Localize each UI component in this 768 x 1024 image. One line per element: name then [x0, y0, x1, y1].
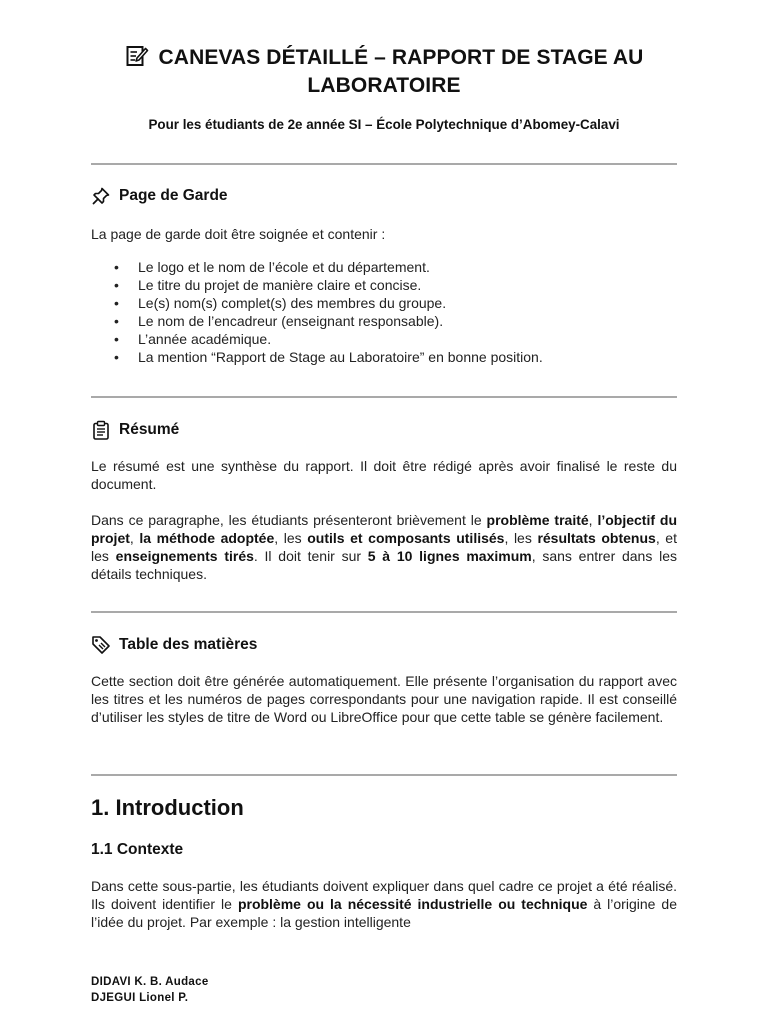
divider — [91, 396, 677, 398]
section-heading-page-de-garde — [91, 186, 228, 206]
list-item: • La mention “Rapport de Stage au Laboratoire” en bonne position. — [91, 348, 677, 366]
memo-icon — [125, 44, 149, 68]
section-intro: La page de garde doit être soignée et contenir : — [91, 226, 386, 242]
title-line-1: CANEVAS DÉTAILLÉ – RAPPORT DE STAGE AU — [158, 46, 644, 69]
section-heading-table-des-matieres — [91, 635, 257, 655]
list-item: • Le titre du projet de manière claire et concise. — [91, 276, 677, 294]
clipboard-icon — [91, 420, 111, 440]
document-title — [91, 44, 677, 100]
title-line-2: LABORATOIRE — [307, 74, 461, 97]
requirements-list — [91, 258, 677, 366]
list-item: • Le logo et le nom de l’école et du département. — [91, 258, 677, 276]
chapter-heading: 1. Introduction — [91, 795, 244, 820]
author-name: DIDAVI K. B. Audace — [91, 976, 209, 988]
resume-paragraph-2: Dans ce paragraphe, les étudiants présenteront brièvement le problème traité, l’objectif du projet, la méthode adoptée, les outils et composants utilisés, les résultats obtenus, et les enseignements tirés. Il doit tenir sur 5 à 10 lignes maximum, sans entrer dans les détails techniques. — [91, 512, 677, 582]
section-title: Page de Garde — [119, 187, 228, 204]
section-title: Résumé — [119, 421, 180, 438]
contexte-paragraph: Dans cette sous-partie, les étudiants doivent expliquer dans quel cadre ce projet a été réalisé. Ils doivent identifier le problème ou la nécessité industrielle ou technique à l’origine de l’idée du projet. Par exemple : la gestion intelligente — [91, 878, 677, 930]
pushpin-icon — [91, 186, 111, 206]
author-name: DJEGUI Lionel P. — [91, 992, 189, 1004]
subsection-heading: 1.1 Contexte — [91, 841, 184, 858]
footer-authors — [91, 974, 209, 1006]
section-heading-resume — [91, 420, 179, 440]
bookmark-tabs-icon — [91, 635, 111, 655]
divider — [91, 774, 677, 776]
divider — [91, 611, 677, 613]
list-item: • Le nom de l’encadreur (enseignant responsable). — [91, 312, 677, 330]
resume-paragraph-1: Le résumé est une synthèse du rapport. Il doit être rédigé après avoir finalisé le reste du document. — [91, 458, 677, 492]
section-title: Table des matières — [119, 636, 258, 653]
table-matieres-paragraph: Cette section doit être générée automatiquement. Elle présente l’organisation du rapport avec les titres et les numéros de pages correspondants pour une navigation rapide. Il est conseillé d’utiliser les styles de titre de Word ou LibreOffice pour que cette table se génère facilement. — [91, 673, 677, 725]
list-item: • L’année académique. — [91, 330, 677, 348]
list-item: • Le(s) nom(s) complet(s) des membres du groupe. — [91, 294, 677, 312]
divider — [91, 163, 677, 165]
document-subtitle: Pour les étudiants de 2e année SI – École Polytechnique d’Abomey-Calavi — [148, 117, 620, 132]
